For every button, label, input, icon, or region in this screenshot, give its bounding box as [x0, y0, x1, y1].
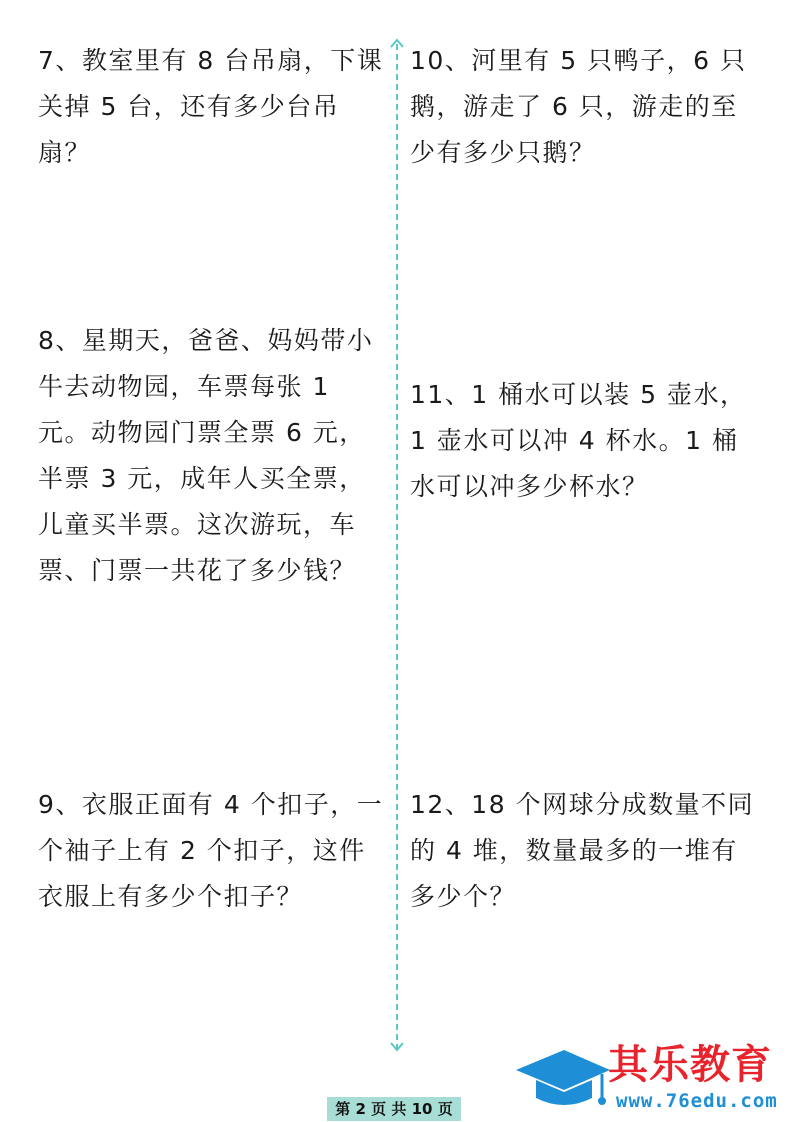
column-divider — [396, 44, 398, 1050]
problem-7: 7、教室里有 8 台吊扇，下课关掉 5 台，还有多少台吊扇？ — [38, 46, 384, 167]
problem-9: 9、衣服正面有 4 个扣子，一个袖子上有 2 个扣子，这件衣服上有多少个扣子？ — [38, 790, 384, 911]
divider-arrow-down-icon — [390, 1042, 404, 1052]
problem-12: 12、18 个网球分成数量不同的 4 堆，数量最多的一堆有多少个？ — [410, 790, 755, 911]
brand-logo — [512, 1040, 787, 1120]
graduation-cap-icon — [512, 1046, 612, 1116]
problem-10: 10、河里有 5 只鸭子，6 只鹅，游走了 6 只，游走的至少有多少只鹅？ — [410, 46, 747, 167]
divider-arrow-up-icon — [390, 38, 404, 48]
logo-name: 其乐教育 — [608, 1042, 772, 1088]
page-indicator: 第 2 页 共 10 页 — [327, 1097, 461, 1121]
problem-8: 8、星期天，爸爸、妈妈带小牛去动物园，车票每张 1 元。动物园门票全票 6 元，半票 3 元，成年人买全票，儿童买半票。这次游玩，车票、门票一共花了多少钱？ — [38, 326, 374, 585]
logo-url: www.76edu.com — [616, 1090, 778, 1112]
problem-11: 11、1 桶水可以装 5 壶水，1 壶水可以冲 4 杯水。1 桶水可以冲多少杯水？ — [410, 380, 747, 501]
